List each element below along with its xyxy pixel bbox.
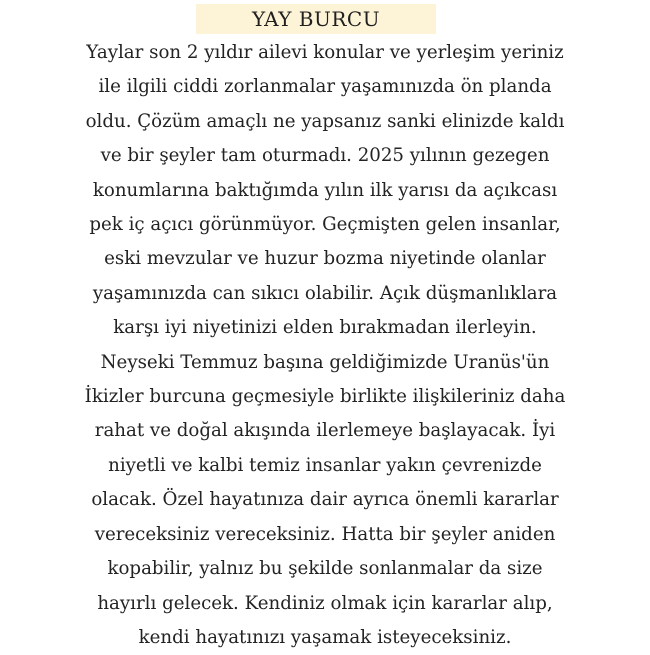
paragraph-line: ile ilgili ciddi zorlanmalar yaşamınızda ön planda [98,76,552,98]
paragraph-line: niyetli ve kalbi temiz insanlar yakın çevrenizde [108,454,542,476]
horoscope-paragraph [4,36,646,655]
paragraph-line: kendi hayatınızı yaşamak isteyeceksiniz. [138,626,512,648]
paragraph-line: vereceksiniz vereceksiniz. Hatta bir şeyler aniden [94,523,556,545]
paragraph-line: ve bir şeyler tam oturmadı. 2025 yılının gezegen [100,145,550,167]
paragraph-line: eski mevzular ve huzur bozma niyetinde olanlar [104,248,546,270]
paragraph-line: olacak. Özel hayatınıza dair ayrıca önemli kararlar [91,489,559,511]
paragraph-line: Neyseki Temmuz başına geldiğimizde Uranüs'ün [100,351,550,373]
paragraph-line: pek iç açıcı görünmüyor. Geçmişten gelen insanlar, [89,214,561,236]
paragraph-line: İkizler burcuna geçmesiyle birlikte ilişkileriniz daha [84,386,566,408]
paragraph-line: hayırlı gelecek. Kendiniz olmak için kararlar alıp, [97,592,553,614]
title-banner [196,4,436,34]
paragraph-line: oldu. Çözüm amaçlı ne yapsanız sanki elinizde kaldı [85,110,565,132]
paragraph-line: karşı iyi niyetinizi elden bırakmadan ilerleyin. [113,317,537,339]
page-title: YAY BURCU [251,7,381,31]
paragraph-line: kopabilir, yalnız bu şekilde sonlanmalar da size [107,558,543,580]
paragraph-line: rahat ve doğal akışında ilerlemeye başlayacak. İyi [94,420,556,442]
paragraph-line: Yaylar son 2 yıldır ailevi konular ve yerleşim yeriniz [86,42,564,63]
paragraph-line: yaşamınızda can sıkıcı olabilir. Açık düşmanlıklara [92,282,558,304]
paragraph-line: konumlarına baktığımda yılın ilk yarısı da açıkcası [92,179,558,201]
